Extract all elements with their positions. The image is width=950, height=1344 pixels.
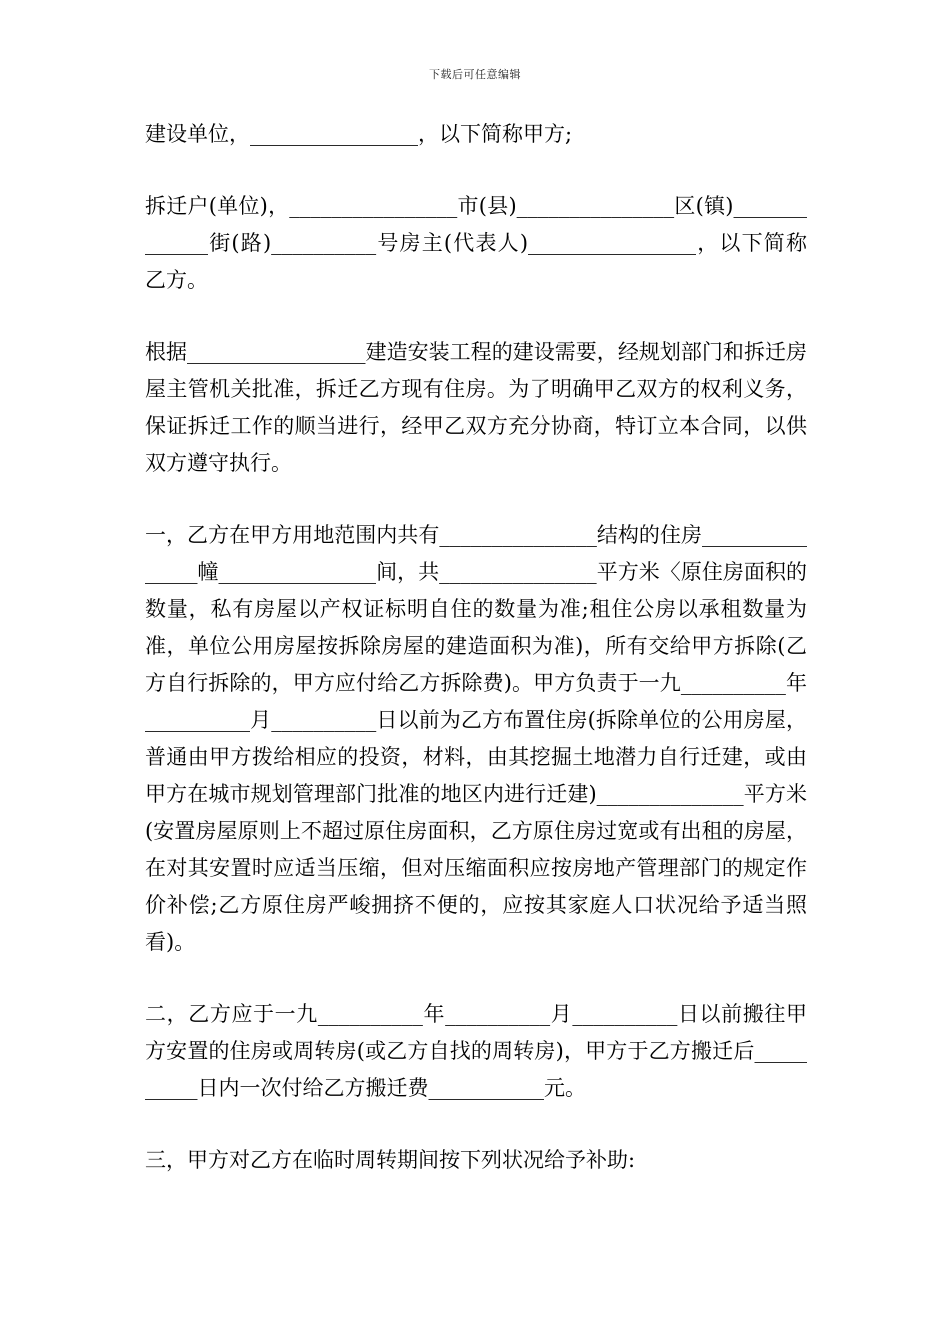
clause-1-paragraph: 一，乙方在甲方用地范围内共有_______________结构的住房_______________幢_______________间，共_______________平方米〈原住房面积的数量，私有房屋以产权证标明自住的数量为准;租住公房以承租数量为准，单位公用房屋按拆除房屋的建造面积为准)，所有交给甲方拆除(乙方自行拆除的，甲方应付给乙方拆除费)。甲方负责于一九__________年__________月__________日以前为乙方布置住房(拆除单位的公用房屋，普通由甲方拨给相应的投资，材料，由其挖掘土地潜力自行迁建，或由甲方在城市规划管理部门批准的地区内进行迁建)______________平方米(安置房屋原则上不超过原住房面积，乙方原住房过宽或有出租的房屋，在对其安置时应适当压缩，但对压缩面积应按房地产管理部门的规定作价补偿;乙方原住房严峻拥挤不便的，应按其家庭人口状况给予适当照看)。 [145,523,807,954]
contract-body [145,116,807,1214]
clause-3-paragraph: 三，甲方对乙方在临时周转期间按下列状况给予补助: [145,1148,636,1172]
page-header-note: 下载后可任意编辑 [429,68,521,81]
party-a-paragraph: 建设单位，________________，以下简称甲方; [145,122,573,146]
clause-2-paragraph: 二，乙方应于一九__________年__________月__________日以前搬往甲方安置的住房或周转房(或乙方自找的周转房)，甲方于乙方搬迁后__________日内一次付给乙方搬迁费___________元。 [145,1002,807,1100]
preamble-paragraph: 根据_________________建造安装工程的建设需要，经规划部门和拆迁房屋主管机关批准，拆迁乙方现有住房。为了明确甲乙双方的权利义务，保证拆迁工作的顺当进行，经甲乙双方充分协商，特订立本合同，以供双方遵守执行。 [145,340,807,475]
party-b-paragraph: 拆迁户(单位)，________________市(县)_______________区(镇)_____________街(路)__________号房主(代表人)________________，以下简称乙方。 [145,194,807,292]
